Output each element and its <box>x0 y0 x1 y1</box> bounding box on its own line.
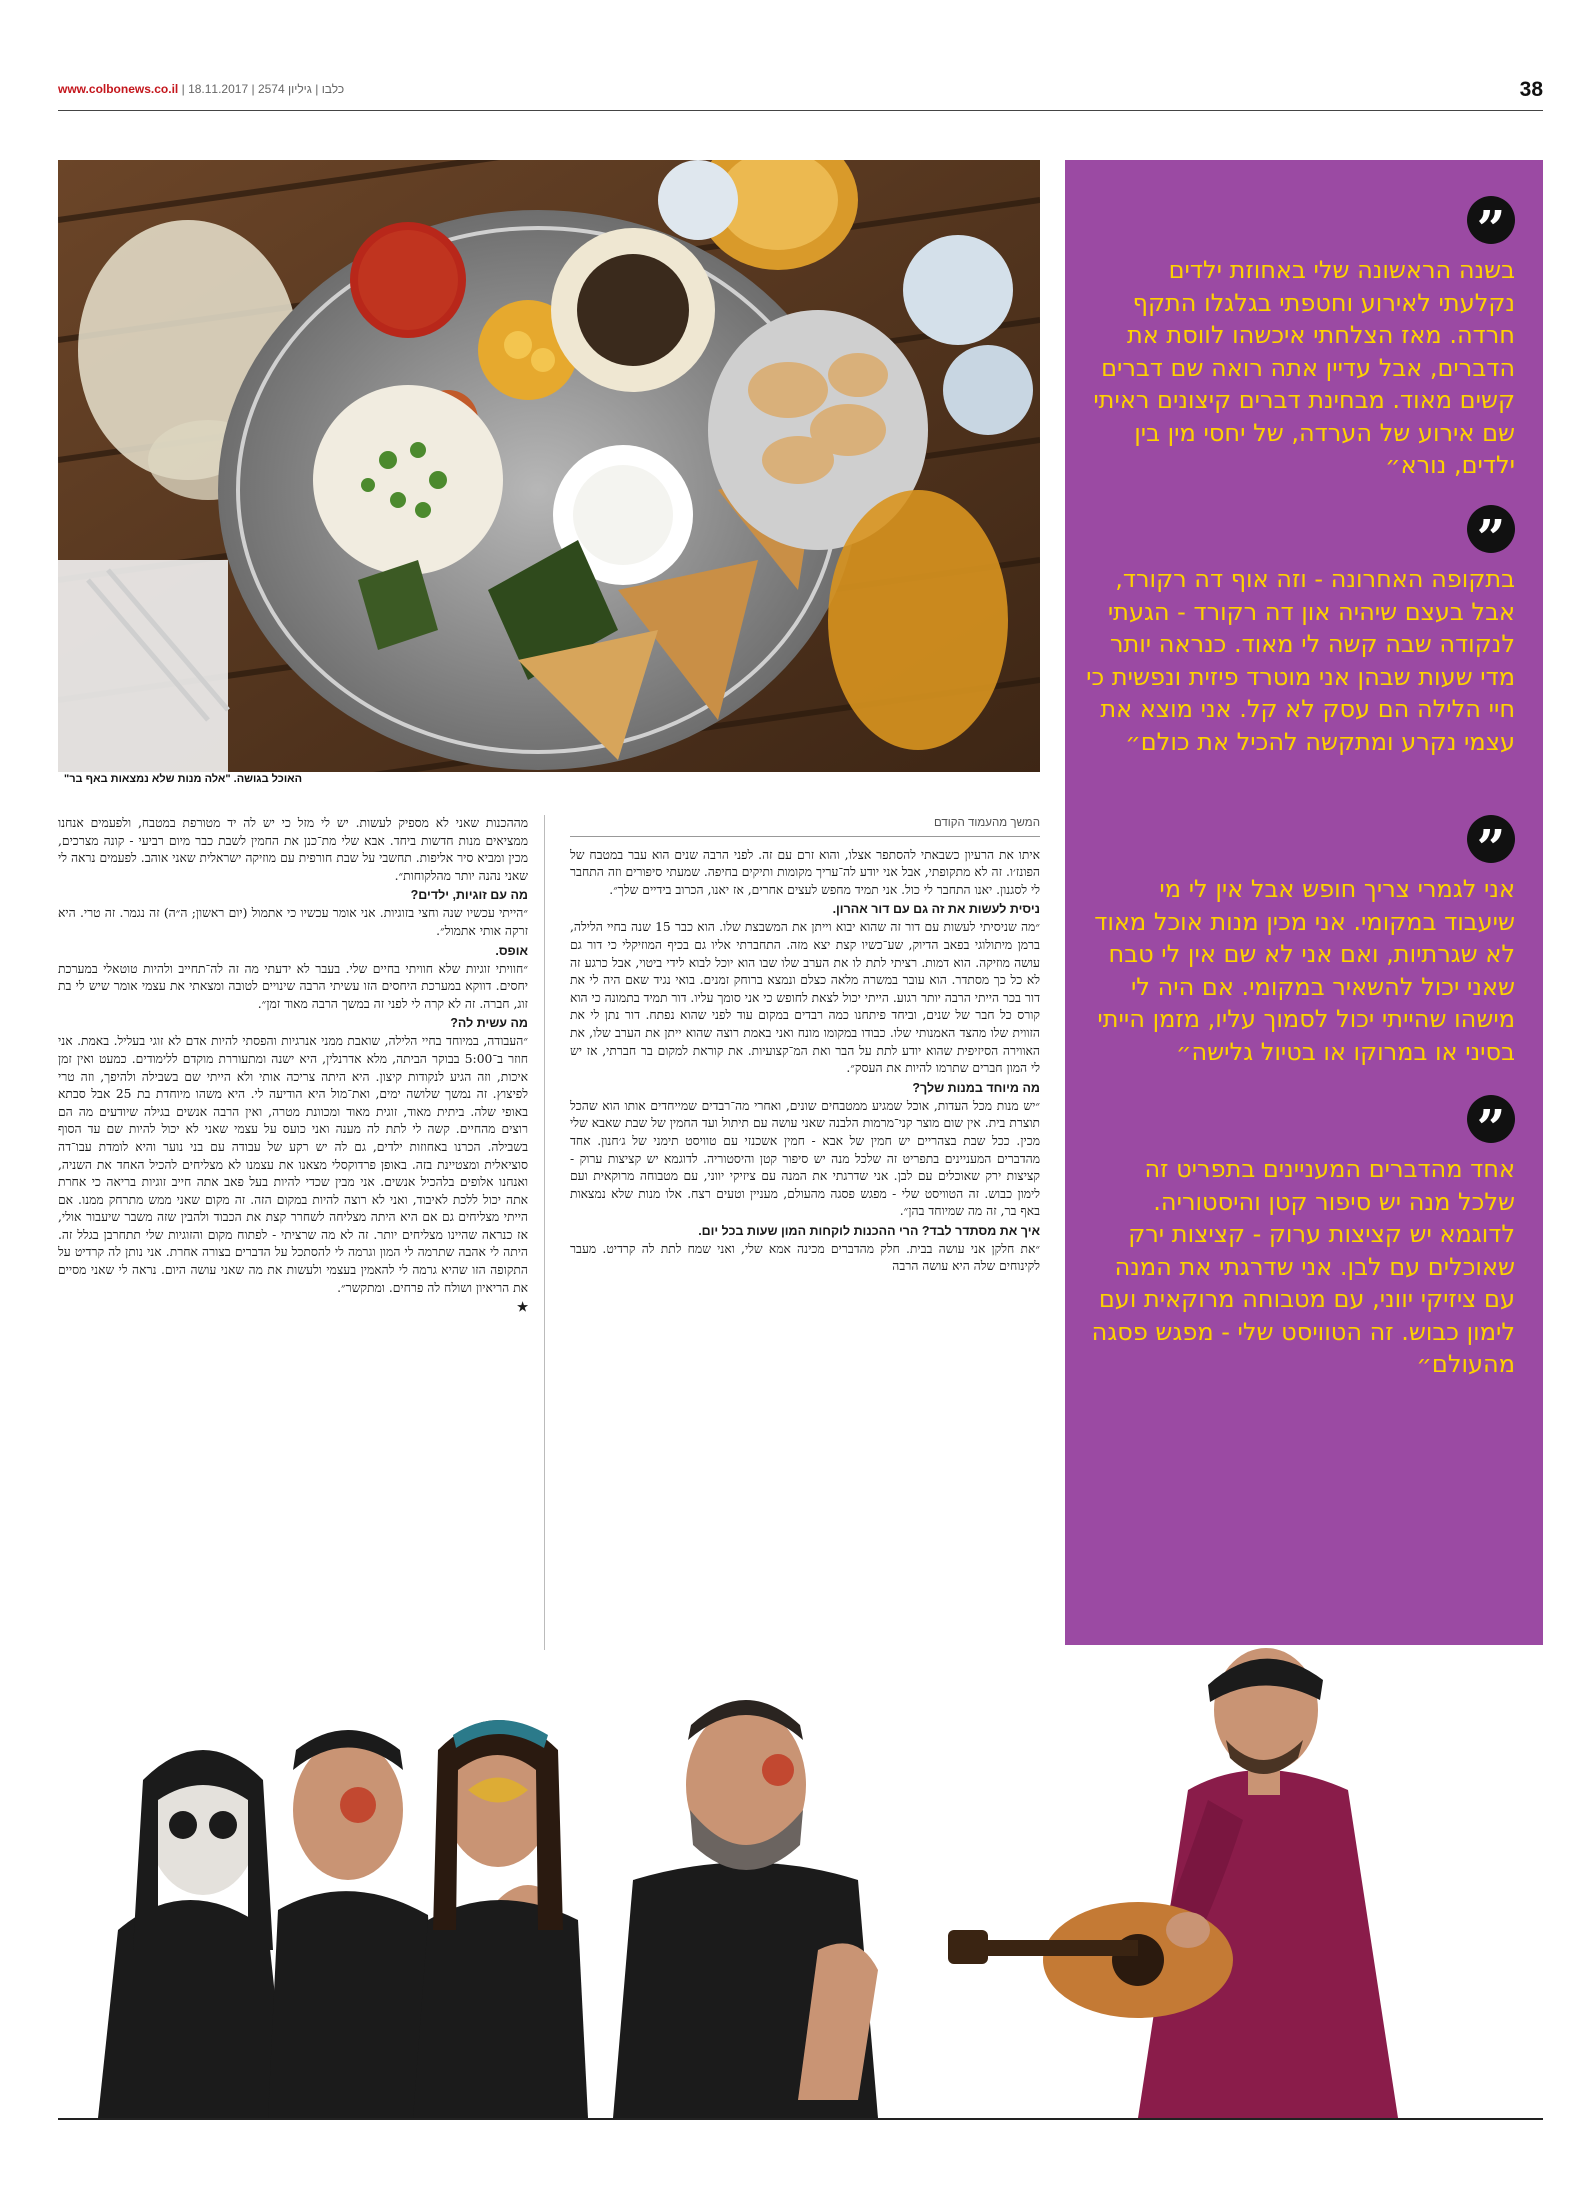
article-end-mark: ★ <box>516 1299 528 1315</box>
publication-name: כלבו <box>321 82 345 96</box>
paragraph: איתו את הרעיון כשבאתי להסתפר אצלו, והוא זרם עם זה. לפני הרבה שנים הוא עבר במטבח של הפונז׳ו. זה לא מתקופתי, אבל אני יודע לה־עריך מקומות ותיקים בחיפה. שמעתי סיפורים וזה התחבר לי לסגנון. יאנו התחבר לי כול. אני תמיד מחפש לעצים אחרים, אז יאנו, הכרוב בידיים שלך״. <box>570 847 1040 897</box>
paragraph: ״יש מנות מכל העדות, אוכל שמגיע ממטבחים שונים, ואחרי מה־רבדים שמייחדים אותו הוא שהכל תוצרת בית. אין שום מוצר קני־מרמות הלבנה שאני עושה עם תיתול ועד החמין של שבת שאבא שלי מכין. ככל שבת בצהריים יש חמין של אבא - חמין אשכנזי עם טוויסט תימני של ג׳חנון. אחד מהדברים המעניינים בתפריט זה שלכל מנה יש סיפור קטן והיסטוריה. לדוגמא יש קציצות ערוק - קציצות ירק שאוכלים עם לבן. אני שדרגתי את המנה עם ציזיקי יווני, עם מטבוחה מרוקאית ועם לימון כבוש. זה הטוויסט שלי - מפגש פסגה מהעולם, מעניין וטעים רצח. אלו מנות שלא נמצאות באף בר, זה מה שמיוחד בהן״. <box>570 1098 1040 1219</box>
guitarist-figure <box>948 1648 1398 2118</box>
paragraph: ״הייתי עכשיו שנה וחצי בזוגיות. אני אומר עכשיו כי אתמול (יום ראשון; ה״ה) זה נגמר. זה טרי. היא זרקה אותי אתמול״. <box>58 906 528 938</box>
pull-quote-text: בתקופה האחרונה - וזה אוף דה רקורד, אבל בעצם שיהיה און דה רקורד - הגעתי לנקודה שבה קשה לי מאוד. כנראה יותר מדי שעות שבהן אני מוטרד פיזית ונפשית כי חיי הלילה הם עסק לא קל. אני מוצא את עצמי נקרע ומתקשה להכיל את כולם״ <box>1086 565 1515 756</box>
interview-question: מה עם זוגיות, ילדים? <box>410 888 528 903</box>
pull-quote-text: אני לגמרי צריך חופש אבל אין לי מי שיעבוד במקומי. אני מכין מנות אוכל מאוד לא שגרתיות, ואם אני לא שם אין לי טבח שאני יכול להשאיר במקומי. אם היה לי מישהו שהייתי יכול לסמוך עליו, מזמן הייתי בסיני או במרוקו או בטיול גלישה״ <box>1094 875 1515 1066</box>
paragraph: ״חוויתי זוגיות שלא חוויתי בחיים שלי. בעבר לא ידעתי מה זה לה־תחייב ולהיות טוטאלי במערכת יחסים. דווקא במערכת היחסים הזו עשיתי הרבה שינויים לטובה ומצאתי את עצמי אומר שיש לי בת זוג, חברה. זה לא קרה לי לפני זה במשך הרבה מאוד זמן״. <box>58 961 528 1011</box>
food-platter-illustration <box>58 160 1040 785</box>
pull-quote <box>1085 196 1515 482</box>
quote-marks-icon: ” <box>1467 1095 1515 1143</box>
quote-marks-icon: ” <box>1467 815 1515 863</box>
interview-question: מה עשית לה? <box>450 1016 528 1031</box>
interview-question: אופס. <box>495 943 528 958</box>
quote-marks-icon: ” <box>1467 505 1515 553</box>
header-divider <box>58 110 1543 111</box>
pull-quote <box>1085 1095 1515 1381</box>
food-photo-caption: האוכל בגושה. "אלה מנות שלא נמצאות באף בר" <box>58 772 1040 788</box>
pull-quotes-sidebar <box>1065 160 1543 1645</box>
column-divider <box>544 815 545 1650</box>
paragraph: ״את חלקן אני עושה בבית. חלק מהדברים מכינה אמא שלי, ואני שמח לתת לה קרדיט. מעבר לקינוחים שלה היא עושה הרבה <box>570 1241 1040 1274</box>
article-column-right <box>570 815 1040 1650</box>
pull-quote <box>1085 505 1515 758</box>
pull-quote-text: אחד מהדברים המעניינים בתפריט זה שלכל מנה יש סיפור קטן והיסטוריה. לדוגמא יש קציצות ערוק - קציצות ירק שאוכלים עם לבן. אני שדרגתי את המנה עם ציזיקי יווני, עם מטבוחה מרוקאית ועם לימון כבוש. זה הטוויסט שלי - מפגש פסגה מהעולם״ <box>1091 1155 1515 1378</box>
issue-date: 18.11.2017 <box>188 82 249 96</box>
issue-number: גיליון 2574 <box>257 82 312 96</box>
page-number: 38 <box>1519 78 1543 101</box>
quote-marks-icon: ” <box>1467 196 1515 244</box>
article-body <box>58 815 1040 1650</box>
publication-info: www.colbonews.co.il | כלבו | גיליון 2574 | 18.11.2017 <box>58 82 345 96</box>
paragraph: ״העבודה, במיוחד בחיי הלילה, שואבת ממני אנרגיות והפסתי להיות אדם לא זוגי בעליל. באמת. אני חוזר ב־5:00 בבוקר הביתה, מלא אדרנלין, היא ישנה ומתעוררת מוקדם ללימודים. כמעט ואין זמן איכות, וזה הגיע לנקודות קיצון. היא היתה צריכה אותי ולא הייתי שם בשבילה ולהיפך, וזה טרי לפיצוץ. זה נמשך שלושה ימים, ואת־מול היא הודיעה לי. היא משהו מיוחדת בת 25 אבל סבתא באופי שלה. ביתית מאוד, זוגית מאוד ומכוונת מטרה, ואין הרבה אנשים בגילה שיודעים מה הם רוצים מהחיים. קשה לי לתת לה מענה ואני כועס על עצמי שאני לא יכול להיות שם עד הסוף בשבילה. הכרנו באחוזות ילדים, גם לה יש רקע של עבודה עם בני נוער והיא לומדת עבו־דה סוציאלית ומצטיינת בזה. באופן פרדוקסלי מצאנו את עצמנו לא מצליחים להכיל האחד את השניה, ואנחנו אלופים בלהכיל אנשים. אני מבין שכדי להיות בעל פאב אתה חייב זוגיות בריאה כי אחרת אתה יכול ללכת לאיבוד, ואני לא רוצה להיות במקום הזה. זה מקום שאני ממש מתרחק ממנו. אם הייתי מצליחים גם אם היא היתה מצליחה לשחרר קצת את הכבוד ולהבין שזה משבר שיעבור אולי, אז כנראה שהיינו מצליחים יותר. זה לא מה שרציתי - לפתוח מקום והזוגיות שלי תתחרבן בגלל זה. היתה לי אהבה שתרמה לי המון וגרמה לי להסתכל על הדברים בצורה אחרת. אני נותן לה קרדיט על התקופה הזו שהיא גרמה לי להאמין בעצמי ולעשות את מה שאני עושה היום. נראה לי שאני מסיים את הריאיון ושולח לה פרחים. ומתקשר״. <box>58 1034 528 1295</box>
pull-quote-text: בשנה הראשונה שלי באחוזת ילדים נקלעתי לאירוע וחטפתי בגלגלו התקף חרדה. מאז הצלחתי איכשהו לווסת את הדברים, אבל עדיין אתה רואה שם דברים קשים מאוד. מבחינת דברים קיצונים ראיתי שם אירוע של הערדה, של יחסי מין בין ילדים, נורא״ <box>1093 256 1515 479</box>
paragraph: מההכנות שאני לא מספיק לעשות. יש לי מזל כי יש לה יד מטורפת במטבח, ולפעמים אנחנו ממציאים מנות חדשות ביחד. אבא שלי מת־כנן את החמין לשבת כבר מיום רביעי - קונה מצרכים, מכין ומביא סיר אליפות. תחשבי על שבת חורפית עם מוזיקה ישראלית שאני אוהב. לפעמים נראה לי שאני נהנה יותר מהלקוחות״. <box>58 816 528 883</box>
paragraph: ״מה שניסיתי לעשות עם דור זה שהוא יבוא וייתן את המשבצת שלו. הוא כבר 15 שנה בחיי הלילה, ברמן מיתולוגי בפאב הדיוק, שע־כשיו קצת יצא מזה. התחברתי אליו גם בכיף המוזיקלי כי דור גם עושה מוזיקה. הוא דמות. רציתי לתת לו את הערב שלו שבו הוא יוכל לבוא לידי ביטוי, אבל כרגע זה לא כל כך מסתדר. הוא עובר במשרה מלאה כצלם ונמצא ברוחק זמנים. בואי נגיד שאם היה לי את דור בכר הייתי הרבה יותר רגוע. הייתי יכול לצאת לחופש כי אני סומך עליו. דור תמיד בתמונה כי הוא קורס כל חבר של שנים, וביחד פיתחנו כמה רבדים במקום עוד לפני שהוא נפתח. דור נתן לי את הזווית שלו מהצד האמנותי שלו. כבודו במקומו מונח ואני באמת רוצה שהוא ייתן את הערב שלו, את האווירה הסיזיפית שהוא יודע לתת על הבר ואת המ־קצועיות. את קוראת למקום בר חברתי, אז יש לי המון חברים שתרמו להיות את העסק״. <box>570 920 1040 1076</box>
people-cutout-photo <box>58 1630 1543 2120</box>
group-of-friends-figure <box>98 1720 588 2118</box>
pull-quote <box>1085 815 1515 1068</box>
continued-label: המשך מהעמוד הקודם <box>570 815 1040 837</box>
interview-question: ניסית לעשות את זה גם עם דור אהרון. <box>832 902 1040 917</box>
page-header <box>58 78 1543 108</box>
page-bottom-rule <box>58 2118 1543 2120</box>
interview-question: איך את מסתדר לבד? הרי ההכנות לוקחות המון שעות בכל יום. <box>698 1223 1040 1238</box>
food-platter-photo <box>58 160 1040 785</box>
article-column-left <box>58 815 528 1650</box>
site-link[interactable]: www.colbonews.co.il <box>58 82 179 96</box>
interview-question: מה מיוחד במנות שלך? <box>912 1080 1040 1095</box>
people-cutout-illustration <box>58 1630 1543 2120</box>
